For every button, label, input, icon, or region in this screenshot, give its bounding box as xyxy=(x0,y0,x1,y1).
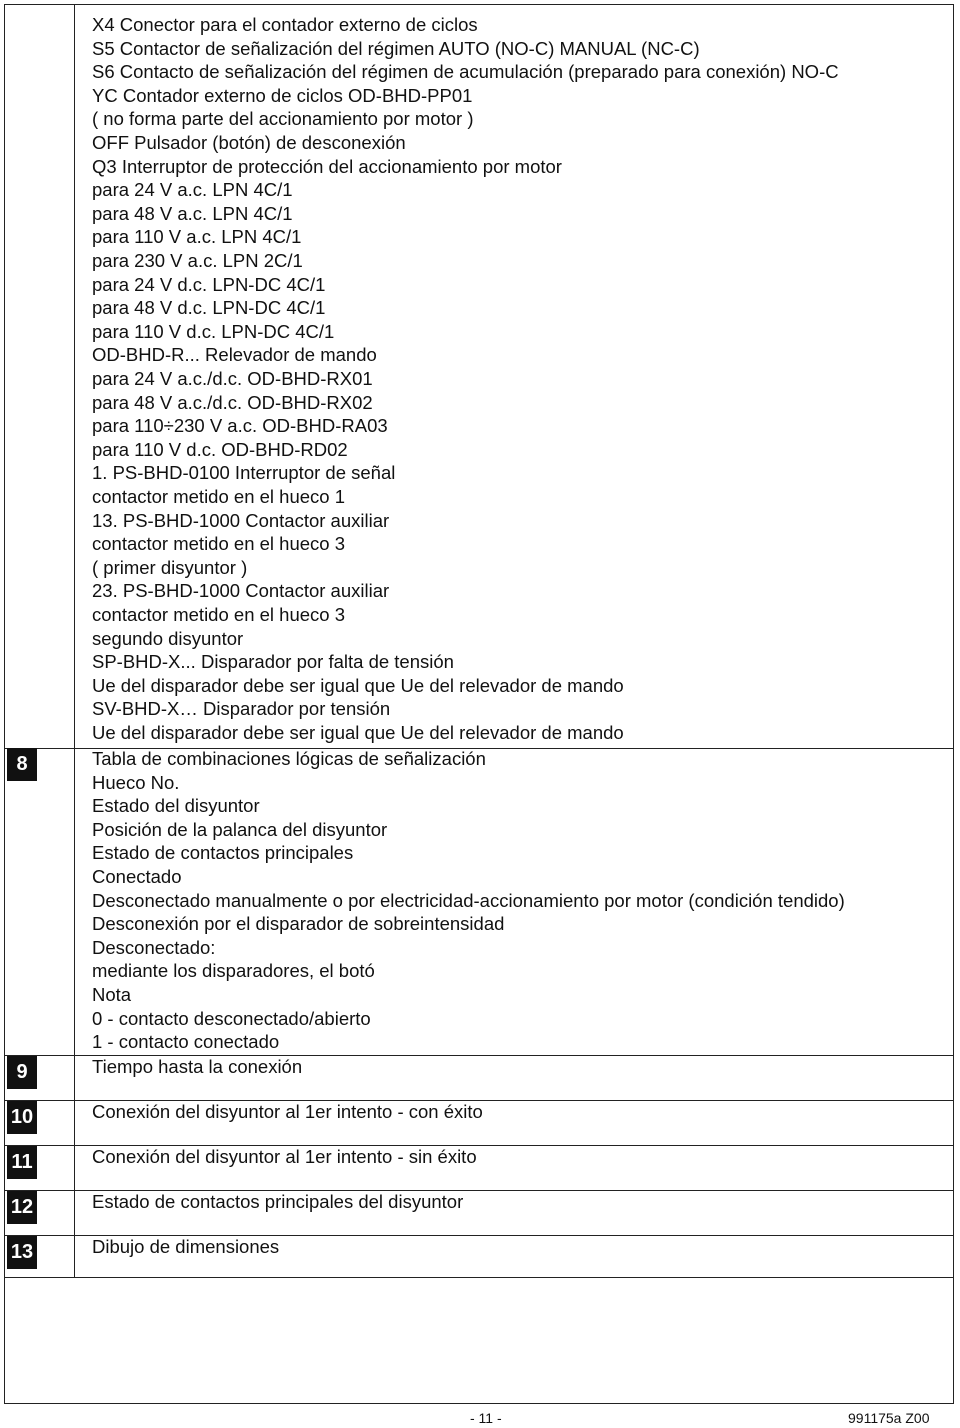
section-8-line: Conectado xyxy=(92,866,182,887)
section-8-line: 0 - contacto desconectado/abierto xyxy=(92,1007,371,1029)
legend-line: ( primer disyuntor ) xyxy=(92,556,248,578)
legend-line: para 24 V a.c./d.c. OD-BHD-RX01 xyxy=(92,368,373,389)
legend-line: contactor metido en el hueco 1 xyxy=(92,486,345,507)
row-divider-end xyxy=(4,1277,954,1278)
page-number: - 11 - xyxy=(470,1410,502,1426)
legend-line: 13. PS-BHD-1000 Contactor auxiliar xyxy=(92,509,390,531)
section-8-line: Desconectado: xyxy=(92,936,216,958)
legend-line: S6 Contacto de señalización del régimen de acumulación (preparado para conexión) NO-C xyxy=(92,61,839,83)
section-8-line: mediante los disparadores, el botó xyxy=(92,960,375,982)
legend-line: 1. PS-BHD-0100 Interruptor de señal xyxy=(92,462,396,484)
section-8-line: Estado del disyuntor xyxy=(92,795,260,817)
legend-line: 23. PS-BHD-1000 Contactor auxiliar xyxy=(92,580,390,602)
legend-line: para 48 V a.c. LPN 4C/1 xyxy=(92,202,293,224)
legend-line: para 110 V a.c. LPN 4C/1 xyxy=(92,226,302,248)
section-title: Conexión del disyuntor al 1er intento - sin éxito xyxy=(92,1146,477,1167)
legend-line: para 24 V a.c. LPN 4C/1 xyxy=(92,179,293,201)
legend-line: YC Contador externo de ciclos OD-BHD-PP01 xyxy=(92,84,473,106)
section-number: 8 xyxy=(7,748,37,781)
legend-line: Q3 Interruptor de protección del accionamiento por motor xyxy=(92,155,562,177)
legend-line: X4 Conector para el contador externo de ciclos xyxy=(92,14,478,35)
legend-line: SV-BHD-X… Disparador por tensión xyxy=(92,698,391,720)
column-divider xyxy=(74,4,75,1278)
section-8-line: Desconectado manualmente o por electricidad-accionamiento por motor (condición tendido) xyxy=(92,889,845,911)
legend-line: S5 Contactor de señalización del régimen AUTO (NO-C) MANUAL (NC-C) xyxy=(92,37,700,59)
legend-line: Ue del disparador debe ser igual que Ue del relevador de mando xyxy=(92,722,624,743)
section-title: Conexión del disyuntor al 1er intento - con éxito xyxy=(92,1101,483,1122)
section-title: Dibujo de dimensiones xyxy=(92,1236,280,1257)
legend-line: Ue del disparador debe ser igual que Ue del relevador de mando xyxy=(92,674,624,696)
section-title: Estado de contactos principales del disyuntor xyxy=(92,1191,464,1212)
section-8-line: Hueco No. xyxy=(92,771,180,793)
legend-line: para 110 V d.c. OD-BHD-RD02 xyxy=(92,438,348,460)
legend-line: para 110÷230 V a.c. OD-BHD-RA03 xyxy=(92,415,388,437)
legend-line: para 110 V d.c. LPN-DC 4C/1 xyxy=(92,320,335,342)
section-title: Tiempo hasta la conexión xyxy=(92,1056,303,1077)
section-number: 11 xyxy=(7,1146,37,1179)
legend-line: para 24 V d.c. LPN-DC 4C/1 xyxy=(92,273,326,295)
legend-line: ( no forma parte del accionamiento por motor ) xyxy=(92,108,474,130)
legend-line: contactor metido en el hueco 3 xyxy=(92,533,345,555)
section-8-line: Posición de la palanca del disyuntor xyxy=(92,818,388,840)
legend-line: contactor metido en el hueco 3 xyxy=(92,604,345,625)
section-number: 9 xyxy=(7,1056,37,1089)
legend-line: para 230 V a.c. LPN 2C/1 xyxy=(92,250,303,271)
section-8-line: Desconexión por el disparador de sobreintensidad xyxy=(92,913,505,935)
section-8-line: Estado de contactos principales xyxy=(92,842,354,864)
section-8-line: 1 - contacto conectado xyxy=(92,1031,280,1053)
legend-line: SP-BHD-X... Disparador por falta de tensión xyxy=(92,651,454,673)
section-number: 12 xyxy=(7,1191,37,1224)
legend-line: OD-BHD-R... Relevador de mando xyxy=(92,344,377,366)
legend-line: OFF Pulsador (botón) de desconexión xyxy=(92,132,406,153)
section-number: 13 xyxy=(7,1236,37,1269)
section-8-line: Nota xyxy=(92,984,132,1005)
legend-line: segundo disyuntor xyxy=(92,627,244,649)
document-code: 991175a Z00 xyxy=(848,1410,930,1426)
legend-line: para 48 V a.c./d.c. OD-BHD-RX02 xyxy=(92,391,373,413)
section-number: 10 xyxy=(7,1101,37,1134)
section-8-line: Tabla de combinaciones lógicas de señalización xyxy=(92,748,486,769)
legend-line: para 48 V d.c. LPN-DC 4C/1 xyxy=(92,297,326,319)
